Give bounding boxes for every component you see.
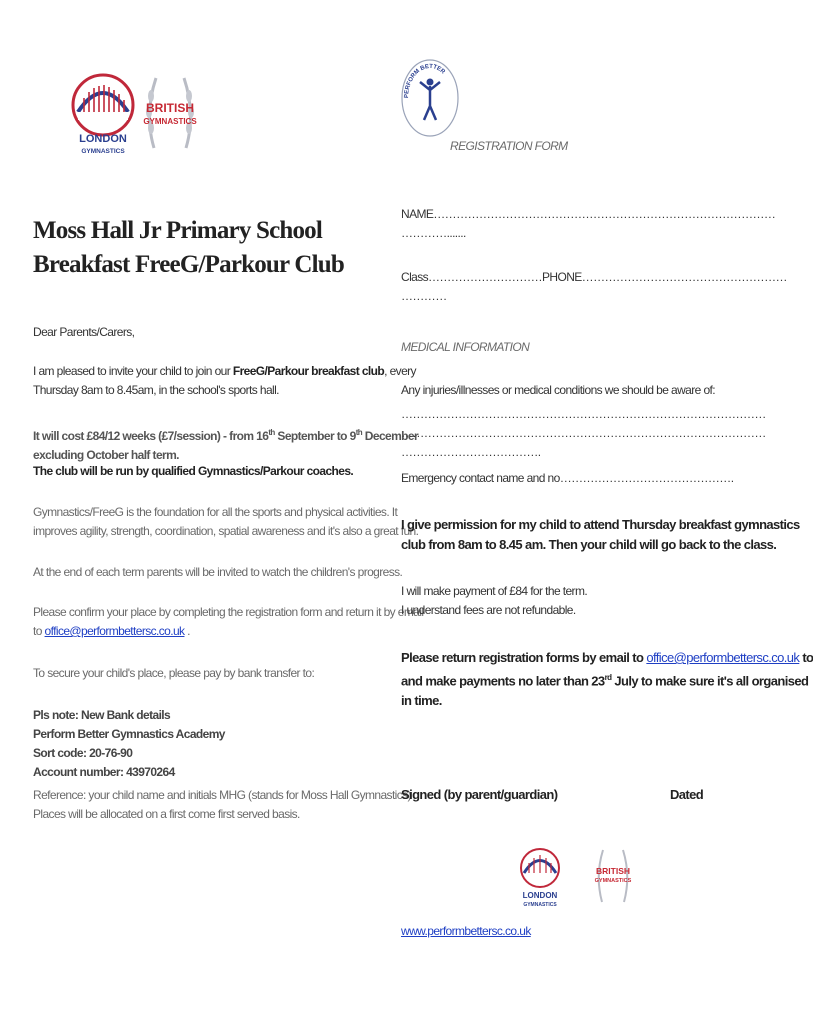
invite-paragraph: I am pleased to invite your child to join our FreeG/Parkour breakfast club, every Thursday 8am to 8.45am, in the school's sports hall. [33,364,416,397]
bank-name: Perform Better Gymnastics Academy [33,727,225,741]
british-logo-text: BRITISH [146,101,194,115]
date-field[interactable]: Dated [670,787,704,802]
confirm-paragraph: Please confirm your place by completing the registration form and return it by email to office@performbettersc.co.uk . [33,605,424,638]
website-link[interactable]: www.performbettersc.co.uk [401,924,531,938]
office-email-link[interactable]: office@performbettersc.co.uk [44,624,185,638]
svg-text:GYMNASTICS: GYMNASTICS [81,148,125,155]
bank-note: Pls note: New Bank details [33,708,171,722]
svg-text:GYMNASTICS: GYMNASTICS [523,902,557,908]
title-line-2: Breakfast FreeG/Parkour Club [33,251,344,278]
registration-form-label: REGISTRATION FORM [450,139,568,153]
foundation-paragraph: Gymnastics/FreeG is the foundation for all the sports and physical activities. It improves agility, strength, coordination, spatial awareness and it's also a great fun. [33,505,419,538]
british-gymnastics-logo-small [594,844,632,910]
permission-statement: I give permission for my child to attend Thursday breakfast gymnastics club from 8am to 8.45 am. Then your child will go back to the class. [401,517,800,552]
greeting: Dear Parents/Carers, [33,325,135,339]
return-instructions: Please return registration forms by email to office@performbettersc.co.uk to and make payments no later than 23rd July to make sure it's all organised in time. [401,650,813,709]
payment-statement: I will make payment of £84 for the term. I understand fees are not refundable. [401,584,588,617]
injuries-question: Any injuries/illnesses or medical conditions we should be aware of: [401,383,715,397]
account-number: Account number: 43970264 [33,765,175,779]
title-line-1: Moss Hall Jr Primary School [33,217,323,244]
return-email-link[interactable]: office@performbettersc.co.uk [646,650,800,665]
term-end-note: At the end of each term parents will be invited to watch the children's progress. [33,565,403,579]
svg-text:GYMNASTICS: GYMNASTICS [594,878,632,884]
sort-code: Sort code: 20-76-90 [33,746,133,760]
british-gymnastics-logo [142,68,198,160]
bank-details [33,706,225,782]
class-phone-field[interactable]: Class…………………………PHONE……………………………………………… ………… [401,270,787,303]
london-logo-text: LONDON [79,133,127,145]
cost-paragraph: It will cost £84/12 weeks (£7/session) - from 16th September to 9th December excluding October half term. [33,428,419,462]
reference-note: Reference: your child name and initials MHG (stands for Moss Hall Gymnastics) Places will be allocated on a first come first served basis. [33,788,411,821]
london-gymnastics-logo [70,72,136,160]
page-title [33,214,344,282]
coaches-note: The club will be run by qualified Gymnastics/Parkour coaches. [33,464,354,478]
name-field[interactable]: NAME……………………………………………………………………………… …………....... [401,207,776,240]
svg-text:BRITISH: BRITISH [596,866,630,876]
medical-heading: MEDICAL INFORMATION [401,340,530,354]
svg-text:LONDON: LONDON [522,891,558,900]
emergency-contact-field[interactable]: Emergency contact name and no………………………………………. [401,471,734,485]
perform-better-logo [400,58,460,138]
secure-note: To secure your child's place, please pay by bank transfer to: [33,666,315,680]
perform-better-logo-text: PERFORM BETTER [403,63,446,99]
london-gymnastics-logo-small [518,846,562,912]
injuries-field[interactable]: …………………………………………………………………………………… …………………………………………………………………………………… ………………………………. [401,407,766,459]
svg-text:GYMNASTICS: GYMNASTICS [143,117,197,126]
signature-field[interactable]: Signed (by parent/guardian) [401,787,558,802]
